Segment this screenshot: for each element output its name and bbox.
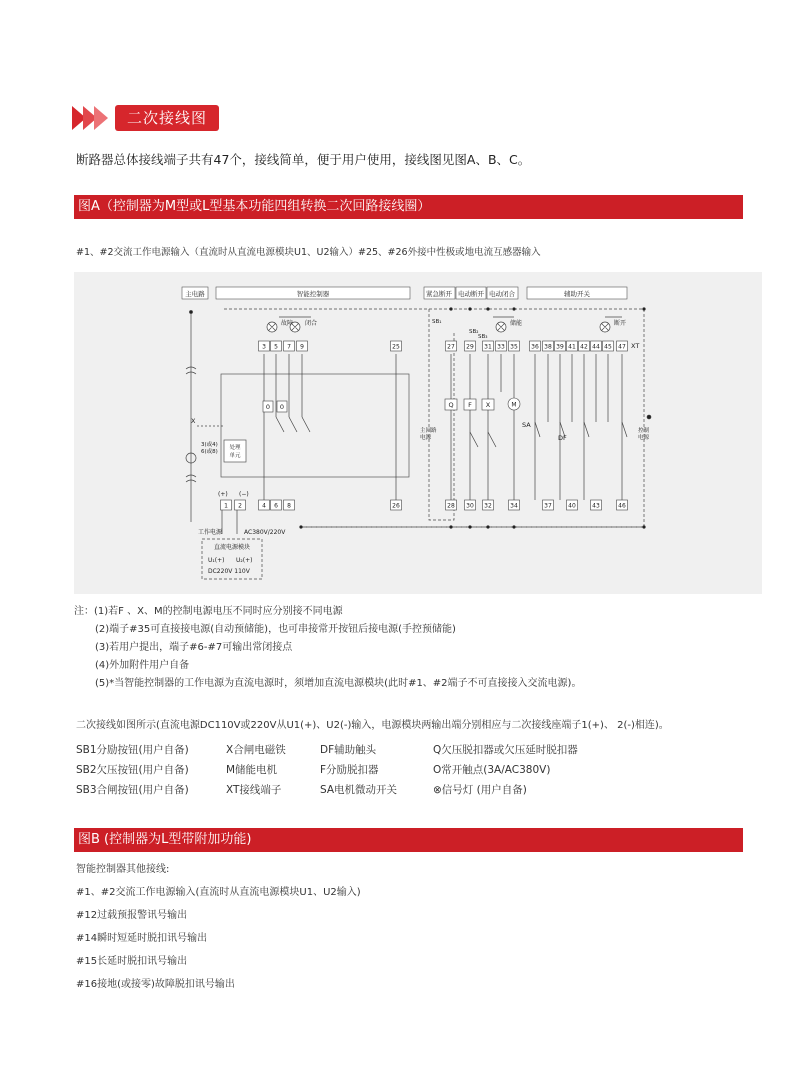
legend-item: SB3合闸按钮(用户自备) <box>76 784 189 796</box>
component-f: F <box>468 401 472 409</box>
top-terminal-label: 39 <box>556 343 564 351</box>
triple-arrow-icon <box>72 104 105 132</box>
zero-contact-1: 0 <box>265 403 271 411</box>
header-emergency-open: 紧急断开 <box>426 290 452 298</box>
bottom-terminal-label: 32 <box>484 502 492 510</box>
list-item: 智能控制器其他接线: <box>76 864 170 875</box>
bottom-terminal-label: 46 <box>618 502 626 510</box>
note-3: (3)若用户提出，端子#6-#7可输出常闭接点 <box>95 642 293 653</box>
section-title: 二次接线图 <box>115 105 219 131</box>
label-minus: (−) <box>239 491 249 498</box>
bottom-terminal-label: 34 <box>510 502 518 510</box>
zero-contact-2: 0 <box>279 403 285 411</box>
top-terminal-label: 25 <box>392 343 400 351</box>
header-controller: 智能控制器 <box>296 290 330 298</box>
header-electric-open: 电动断开 <box>458 290 484 298</box>
legend-item: O常开触点(3A/AC380V) <box>433 764 551 776</box>
top-terminal-label: 7 <box>287 343 291 351</box>
bottom-terminal-label: 30 <box>466 502 474 510</box>
intro-text: 断路器总体接线端子共有47个，接线简单，便于用户使用，接线图见图A、B、C。 <box>76 152 531 167</box>
lamp-label-close: 闭合 <box>305 320 318 327</box>
label-u2: U₂(+) <box>236 557 253 564</box>
label-plus: (+) <box>218 491 228 498</box>
header-main-circuit: 主电路 <box>185 290 205 298</box>
header-aux-switch: 辅助开关 <box>564 290 590 298</box>
label-ctrl-power-1: 控制 <box>638 428 650 434</box>
label-dc-module: 直流电源模块 <box>213 544 251 551</box>
top-terminal-label: 29 <box>466 343 474 351</box>
legend-row <box>76 760 578 780</box>
top-terminal-label: 44 <box>592 343 600 351</box>
top-terminal-label: 31 <box>484 343 492 351</box>
bottom-terminal-label: 28 <box>447 502 455 510</box>
legend-item: Q欠压脱扣器或欠压延时脱扣器 <box>433 744 578 756</box>
lamp-label-open: 断开 <box>614 320 627 327</box>
legend-item: XT接线端子 <box>226 784 282 796</box>
top-terminal-label: 35 <box>510 343 518 351</box>
component-sa: SA <box>522 421 531 429</box>
list-item: #14瞬时短延时脱扣讯号输出 <box>76 933 208 944</box>
top-terminal-label: 45 <box>604 343 612 351</box>
legend <box>76 740 578 800</box>
top-terminal-label: 36 <box>531 343 539 351</box>
notes <box>74 603 581 693</box>
list-item: #15长延时脱扣讯号输出 <box>76 956 188 967</box>
label-sb3: SB₃ <box>478 334 488 340</box>
top-terminal-label: 42 <box>580 343 588 351</box>
component-q: Q <box>448 401 454 409</box>
header-electric-close: 电动闭合 <box>489 290 515 298</box>
label-dc-voltage: DC220V 110V <box>208 568 250 575</box>
label-ct-2: 6(或8) <box>201 449 218 455</box>
legend-row <box>76 780 578 800</box>
top-terminal-label: 47 <box>618 343 626 351</box>
legend-item: DF辅助触头 <box>320 744 377 756</box>
note-5: (5)*当智能控制器的工作电源为直流电源时，须增加直流电源模块(此时#1、#2端子不可直接接入交流电源)。 <box>95 678 582 689</box>
list-item: #16接地(或接零)故障脱扣讯号输出 <box>76 979 235 990</box>
label-x: X <box>191 417 196 425</box>
top-terminal-label: 3 <box>262 343 266 351</box>
bottom-terminal-label: 43 <box>592 502 600 510</box>
bottom-terminal-label: 4 <box>262 502 266 510</box>
label-main-return-1: 主回路 <box>420 428 437 434</box>
label-sb1: SB₁ <box>432 319 442 325</box>
figure-a-title-bar: 图A（控制器为M型或L型基本功能四组转换二次回路接线圈） <box>74 195 743 219</box>
legend-item: SB1分励按钮(用户自备) <box>76 744 189 756</box>
lamp-label-fault: 故障 <box>281 320 294 327</box>
label-sb2: SB₂ <box>469 329 479 335</box>
list-item: #1、#2交流工作电源输入(直流时从直流电源模块U1、U2输入) <box>76 887 361 898</box>
component-xt: XT <box>631 342 640 350</box>
label-ac-voltage: AC380V/220V <box>244 529 286 536</box>
legend-item: F分励脱扣器 <box>320 764 379 776</box>
top-terminal-label: 38 <box>544 343 552 351</box>
bottom-terminal-label: 1 <box>224 502 228 510</box>
legend-intro: 二次接线如图所示(直流电源DC110V或220V从U1(+)、U2(-)输入，电源模块两输出端分别相应与二次接线座端子1(+)、 2(-)相连)。 <box>76 720 669 731</box>
bottom-terminal-label: 2 <box>238 502 242 510</box>
legend-item: M储能电机 <box>226 764 278 776</box>
top-terminal-label: 33 <box>497 343 505 351</box>
top-terminal-label: 41 <box>568 343 576 351</box>
legend-item: ⊗信号灯 (用户自备) <box>433 784 527 796</box>
list-item: #12过载预报警讯号输出 <box>76 910 188 921</box>
component-m: M <box>511 401 517 409</box>
label-work-power: 工作电源 <box>198 529 223 536</box>
bottom-terminal-label: 6 <box>274 502 278 510</box>
label-ct-1: 3(或4) <box>201 442 218 448</box>
lamp-label-charged: 储能 <box>510 320 523 327</box>
label-u1: U₁(+) <box>208 557 225 564</box>
bottom-terminal-label: 8 <box>287 502 291 510</box>
bottom-terminal-label: 40 <box>568 502 576 510</box>
legend-row <box>76 740 578 760</box>
top-terminal-label: 5 <box>274 343 278 351</box>
figure-b-title-bar: 图B (控制器为L型带附加功能) <box>74 828 743 852</box>
note-2: (2)端子#35可直接接电源(自动预储能)，也可串接常开按钮后接电源(手控预储能) <box>95 624 456 635</box>
processing-unit-1: 处理 <box>229 445 241 451</box>
top-terminal-label: 9 <box>300 343 304 351</box>
bottom-terminal-label: 26 <box>392 502 400 510</box>
bottom-terminal-label: 37 <box>544 502 552 510</box>
wiring-diagram <box>74 272 762 594</box>
label-main-return-2: 电源 <box>420 435 432 441</box>
figure-a-caption: #1、#2交流工作电源输入（直流时从直流电源模块U1、U2输入）#25、#26外接中性极或地电流互感器输入 <box>76 247 541 258</box>
legend-item: X合闸电磁铁 <box>226 744 286 756</box>
section-header <box>72 104 219 132</box>
legend-item: SB2欠压按钮(用户自备) <box>76 764 189 776</box>
label-ctrl-power-2: 电源 <box>638 435 650 441</box>
legend-item: SA电机微动开关 <box>320 784 398 796</box>
note-1: 注：(1)若F 、X、M的控制电源电压不同时应分别接不同电源 <box>74 606 343 617</box>
component-x: X <box>485 401 491 409</box>
note-4: (4)外加附件用户自备 <box>95 660 190 671</box>
figure-b-list <box>76 858 361 996</box>
component-df: DF <box>558 434 567 442</box>
processing-unit-2: 单元 <box>229 453 241 459</box>
top-terminal-label: 27 <box>447 343 455 351</box>
